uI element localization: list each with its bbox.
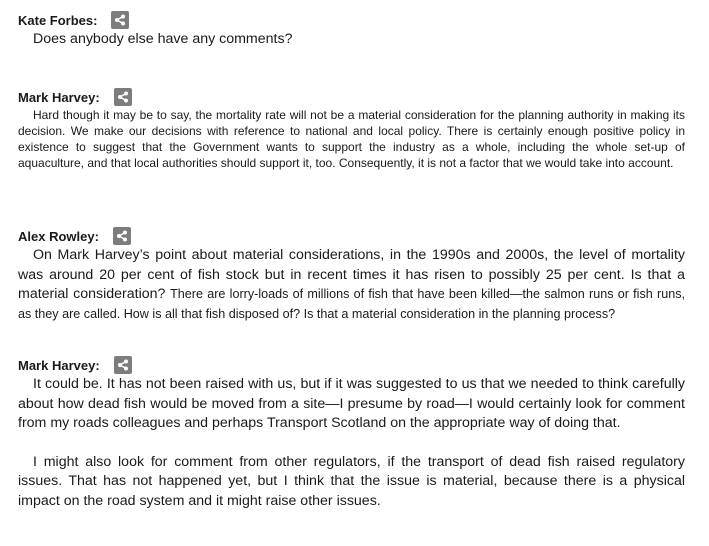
speech-paragraph: Does anybody else have any comments? [33,31,293,47]
paragraph-text: There are lorry-loads of millions of fish that have been killed—the salmon runs or fish runs, as they are called. How is all that fish disposed of? Is that a material consideration in the planning process? [18,287,685,321]
paragraph-gap [18,434,685,453]
speaker-name: Kate Forbes: [18,12,98,28]
share-button[interactable] [114,88,132,106]
share-icon [117,359,129,371]
share-button[interactable] [111,11,129,29]
speaker-row [18,226,685,246]
speech-kate-forbes [18,10,685,50]
speech-mark-harvey-2 [18,355,685,512]
speaker-name: Alex Rowley: [18,228,99,244]
speech-paragraph: Hard though it may be to say, the mortality rate will not be a material consideration for the planning authority in making its decision. We make our decisions with reference to national and local policy. There is certainly enough positive policy in existence to suggest that the Government wants to support the industry as a whole, including the whole set-up of aquaculture, and that local authorities should support it, too. Consequently, it is not a factor that we would take into account. [18,108,685,170]
share-icon [114,14,126,26]
paragraph-text: On Mark Harvey’s point about material considerations, in the 1990s and 2000s, the level of mortality was around 20 per cent of fish stock but in recent times it has risen to possibly 25 per cent. Is that a material consideration? [18,247,685,302]
speech-paragraph [18,246,685,324]
speaker-name: Mark Harvey: [18,357,100,373]
share-button[interactable] [113,227,131,245]
speech-alex-rowley [18,226,685,324]
speaker-row [18,87,685,107]
share-icon [116,230,128,242]
speech-mark-harvey-1 [18,87,685,171]
speech-paragraph: It could be. It has not been raised with us, but if it was suggested to us that we needed to think carefully about how dead fish would be moved from a site—I presume by road—I would certainly look for comment from my roads colleagues and perhaps Transport Scotland on the appropriate way of doing that. [18,376,685,432]
share-icon [117,91,129,103]
share-button[interactable] [114,356,132,374]
speaker-row [18,355,685,375]
speaker-name: Mark Harvey: [18,89,100,105]
speaker-row [18,10,685,30]
speech-paragraph: I might also look for comment from other regulators, if the transport of dead fish raised regulatory issues. That has not happened yet, but I think that the issue is material, because there is a physical impact on the road system and it might raise other issues. [18,453,685,509]
